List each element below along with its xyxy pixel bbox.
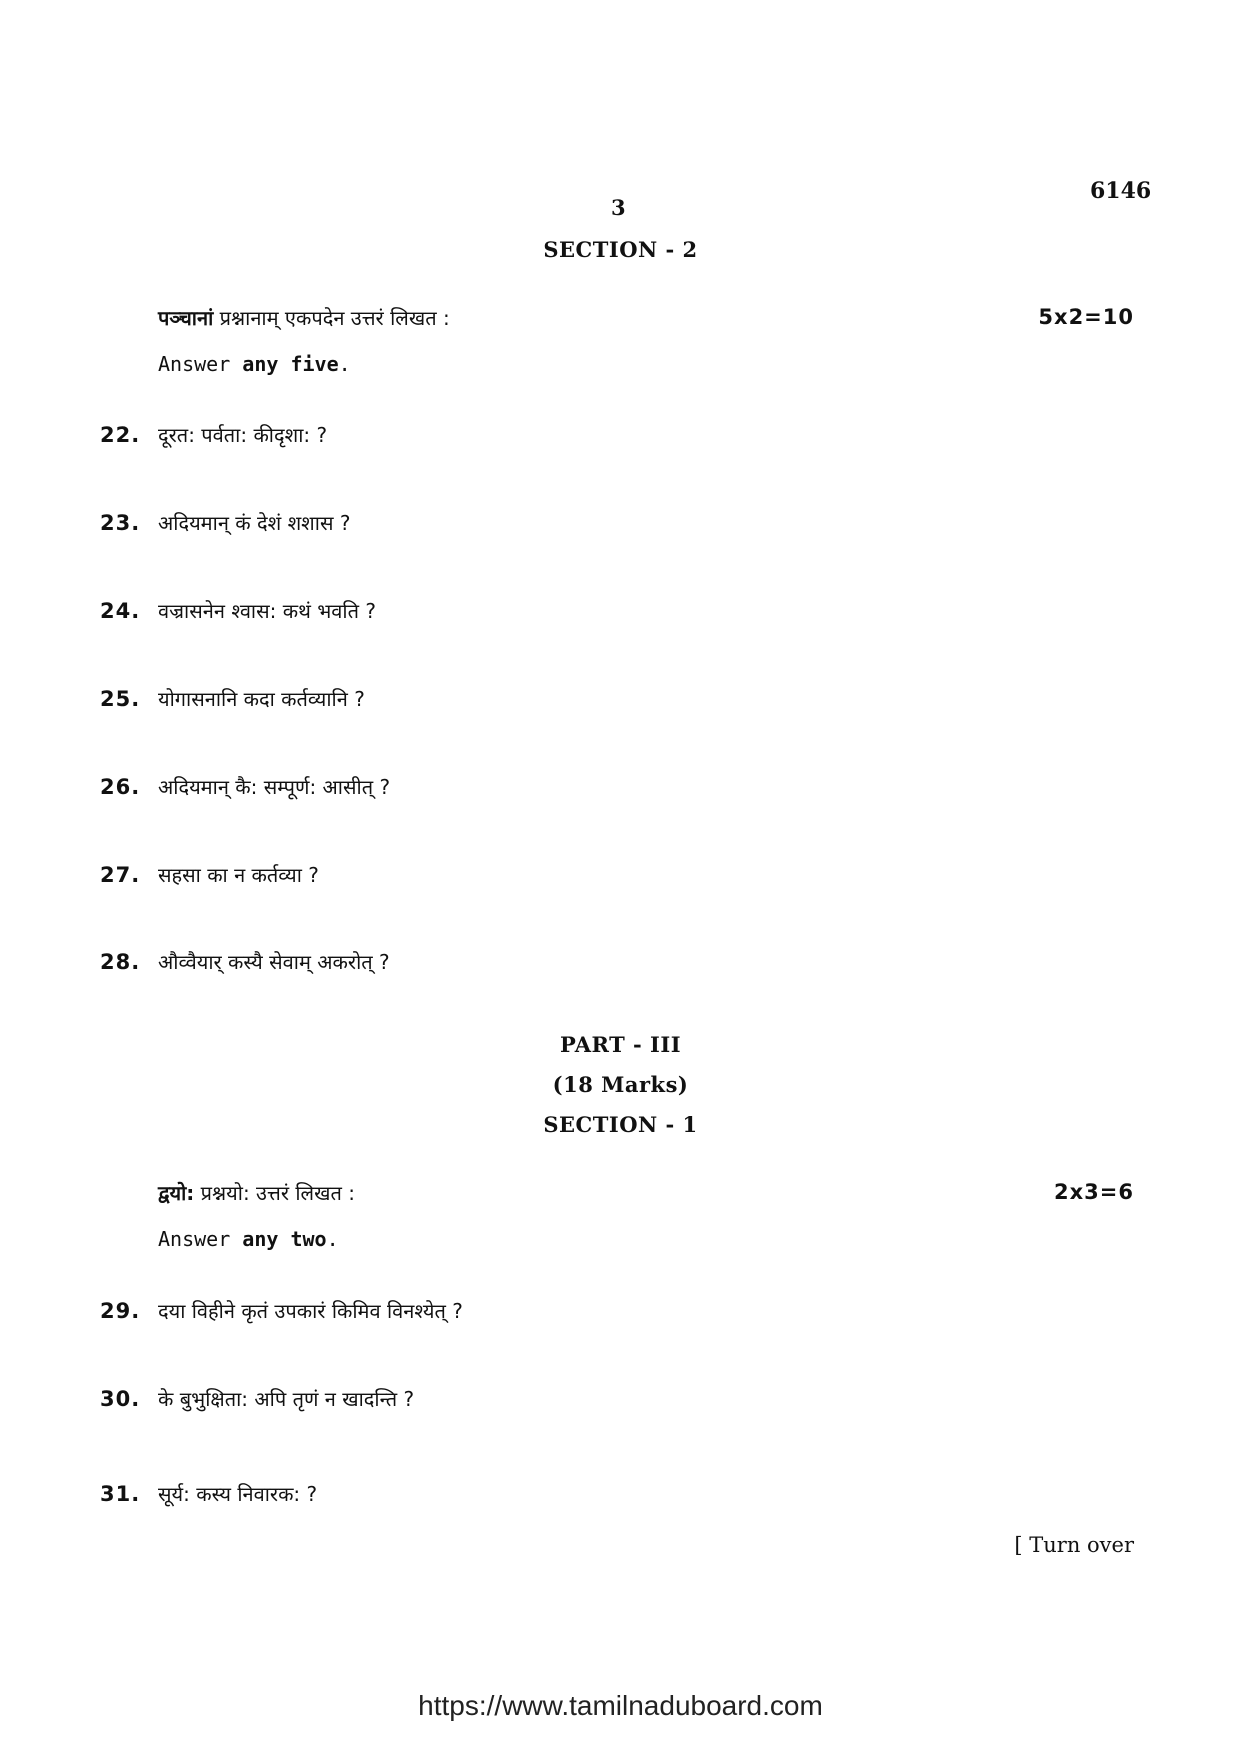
section-2-heading: SECTION - 2 (543, 237, 698, 262)
question-text: सूर्य: कस्य निवारक: ? (158, 1482, 318, 1506)
question-text: दूरत: पर्वता: कीदृशा: ? (158, 423, 328, 447)
answer-suffix: . (326, 1227, 339, 1251)
question-text: वज्रासनेन श्वास: कथं भवति ? (158, 599, 376, 623)
question-text: दया विहीने कृतं उपकारं किमिव विनश्येत् ? (158, 1299, 463, 1323)
question-text: अदियमान् कै: सम्पूर्ण: आसीत् ? (158, 775, 391, 799)
question-22 (100, 421, 327, 448)
question-24 (100, 597, 376, 624)
paper-code: 6146 (1090, 178, 1152, 204)
question-31 (100, 1480, 317, 1507)
question-text: सहसा का न कर्तव्या ? (158, 863, 319, 887)
part-3-section-1-heading: SECTION - 1 (543, 1112, 698, 1137)
question-25 (100, 685, 365, 712)
answer-prefix: Answer (158, 352, 243, 376)
question-number: 28. (100, 950, 141, 974)
question-text: औव्वैयार् कस्यै सेवाम् अकरोत् ? (158, 950, 390, 974)
question-text: के बुभुक्षिता: अपि तृणं न खादन्ति ? (158, 1387, 415, 1411)
section-2-marks: 5x2=10 (1038, 305, 1134, 329)
question-number: 31. (100, 1482, 141, 1506)
part-3-marks: 2x3=6 (1054, 1180, 1134, 1204)
instruction-text: प्रश्नानाम् एकपदेन उत्तरं लिखत : (213, 306, 450, 330)
question-number: 30. (100, 1387, 141, 1411)
question-number: 27. (100, 863, 141, 887)
question-number: 29. (100, 1299, 141, 1323)
part-3-heading: PART - III (559, 1032, 682, 1057)
question-30 (100, 1385, 414, 1412)
page-number: 3 (611, 195, 626, 220)
question-text: अदियमान् कं देशं शशास ? (158, 511, 351, 535)
question-number: 26. (100, 775, 141, 799)
question-text: योगासनानि कदा कर्तव्यानि ? (158, 687, 365, 711)
answer-suffix: . (338, 352, 351, 376)
part-3-answer-note (158, 1227, 339, 1251)
footer-url[interactable]: https://www.tamilnaduboard.com (418, 1690, 823, 1721)
question-26 (100, 773, 390, 800)
section-2-answer-note (158, 352, 351, 376)
part-3-marks-heading: (18 Marks) (552, 1072, 689, 1097)
question-28 (100, 948, 390, 975)
instruction-bold: द्वयो: (158, 1181, 195, 1205)
question-29 (100, 1297, 463, 1324)
instruction-text: प्रश्नयो: उत्तरं लिखत : (194, 1181, 355, 1205)
part-3-instruction (158, 1179, 355, 1206)
answer-prefix: Answer (158, 1227, 243, 1251)
question-number: 22. (100, 423, 141, 447)
question-27 (100, 861, 319, 888)
instruction-bold: पञ्चानां (158, 306, 214, 330)
answer-bold: any two (242, 1227, 327, 1251)
question-number: 25. (100, 687, 141, 711)
section-2-instruction (158, 304, 450, 331)
question-23 (100, 509, 350, 536)
turn-over-note: [ Turn over (1014, 1533, 1134, 1557)
answer-bold: any five (242, 352, 339, 376)
question-number: 24. (100, 599, 141, 623)
question-number: 23. (100, 511, 141, 535)
